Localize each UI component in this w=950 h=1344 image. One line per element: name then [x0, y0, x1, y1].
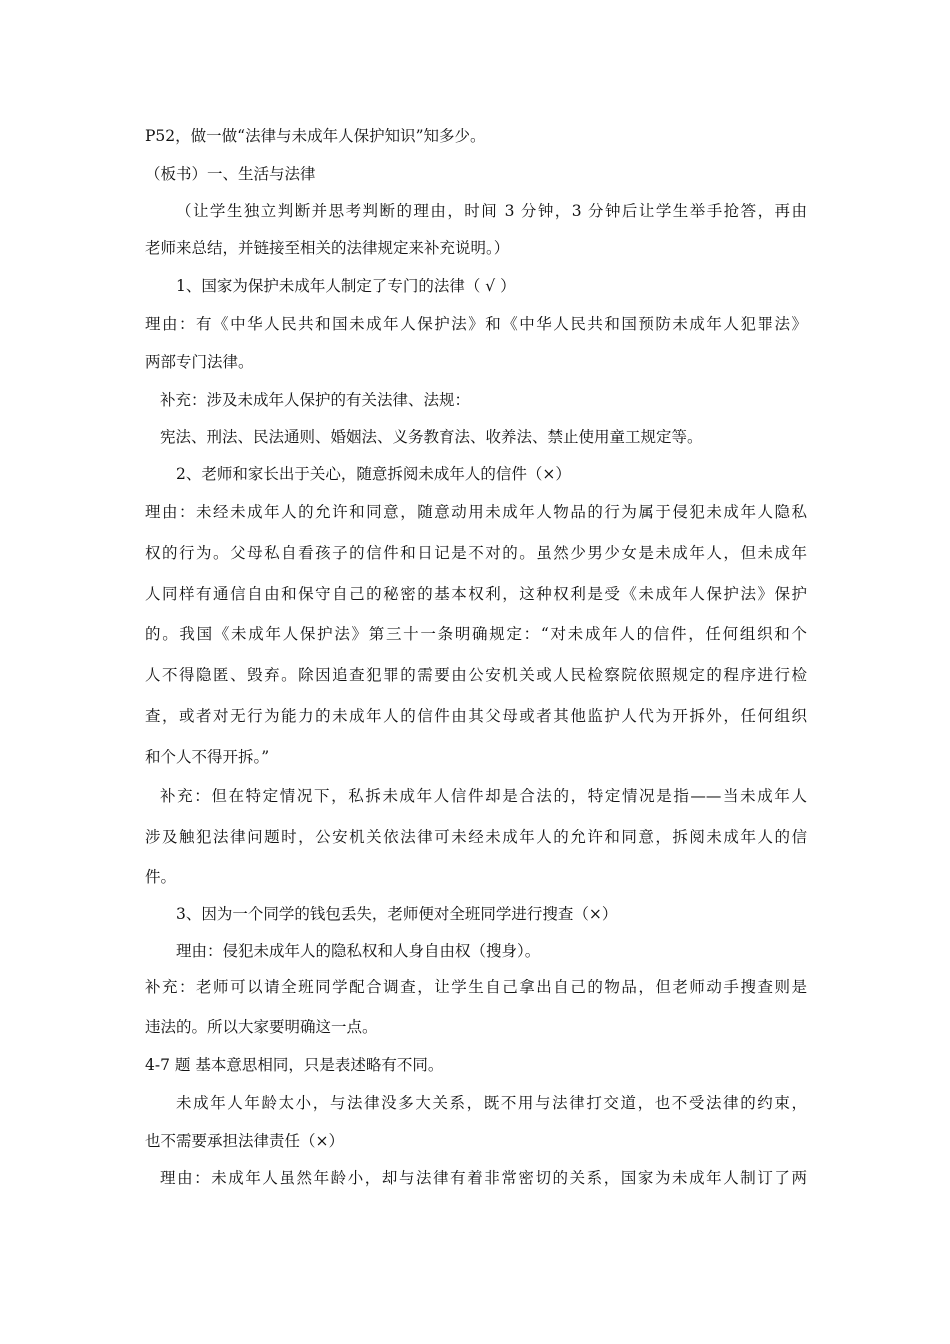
text-line: 宪法、刑法、民法通则、婚姻法、义务教育法、收养法、禁止使用童工规定等。 — [160, 428, 703, 446]
text-line: 两部专门法律。 — [145, 353, 254, 371]
text-line: （让学生独立判断并思考判断的理由，时间 3 分钟，3 分钟后让学生举手抢答，再由 — [176, 202, 807, 220]
text-line: （板书）一、生活与法律 — [145, 165, 316, 183]
text-line: 权的行为。父母私自看孩子的信件和日记是不对的。虽然少男少女是未成年人，但未成年 — [145, 544, 807, 562]
text-line: 违法的。所以大家要明确这一点。 — [145, 1018, 378, 1036]
text-line: 人同样有通信自由和保守自己的秘密的基本权利，这种权利是受《未成年人保护法》保护 — [145, 585, 807, 603]
text-line: 涉及触犯法律问题时，公安机关依法律可未经未成年人的允许和同意，拆阅未成年人的信 — [145, 828, 807, 846]
text-line: 理由：未成年人虽然年龄小，却与法律有着非常密切的关系，国家为未成年人制订了两 — [160, 1169, 807, 1187]
text-line: 2、老师和家长出于关心，随意拆阅未成年人的信件（×） — [176, 465, 571, 483]
text-line: 3、因为一个同学的钱包丢失，老师便对全班同学进行搜查（×） — [176, 905, 618, 923]
text-line: 理由：有《中华人民共和国未成年人保护法》和《中华人民共和国预防未成年人犯罪法》 — [145, 315, 807, 333]
text-line: 件。 — [145, 868, 177, 886]
text-line: 1、国家为保护未成年人制定了专门的法律（ √ ） — [176, 277, 516, 295]
text-line: 补充：老师可以请全班同学配合调查，让学生自己拿出自己的物品，但老师动手搜查则是 — [145, 978, 807, 996]
text-line: 理由：侵犯未成年人的隐私权和人身自由权（搜身）。 — [176, 942, 541, 960]
text-line: 也不需要承担法律责任（×） — [145, 1132, 344, 1150]
text-line: 补充：但在特定情况下，私拆未成年人信件却是合法的，特定情况是指——当未成年人 — [160, 787, 807, 805]
text-line: 查，或者对无行为能力的未成年人的信件由其父母或者其他监护人代为开拆外，任何组织 — [145, 707, 807, 725]
text-line: 补充：涉及未成年人保护的有关法律、法规： — [160, 391, 471, 409]
text-line: 理由：未经未成年人的允许和同意，随意动用未成年人物品的行为属于侵犯未成年人隐私 — [145, 503, 807, 521]
text-line: 和个人不得开拆。” — [145, 748, 270, 766]
text-line: 4-7 题 基本意思相同，只是表述略有不同。 — [145, 1056, 444, 1074]
text-line: 人不得隐匿、毁弃。除因追查犯罪的需要由公安机关或人民检察院依照规定的程序进行检 — [145, 666, 807, 684]
text-line: 老师来总结，并链接至相关的法律规定来补充说明。） — [145, 239, 510, 257]
text-line: P52，做一做“法律与未成年人保护知识”知多少。 — [145, 127, 486, 145]
text-line: 的。我国《未成年人保护法》第三十一条明确规定：“对未成年人的信件，任何组织和个 — [145, 625, 807, 643]
text-line: 未成年人年龄太小，与法律没多大关系，既不用与法律打交道，也不受法律的约束， — [176, 1094, 807, 1112]
